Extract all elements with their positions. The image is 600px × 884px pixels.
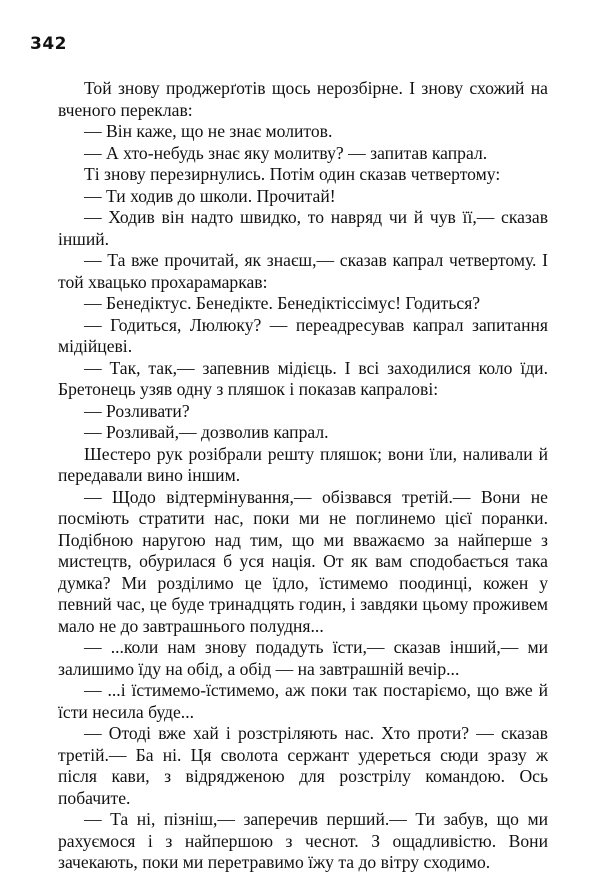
paragraph: — Щодо відтермінування,— обізвався третій.— Вони не посміють стратити нас, поки ми не поглинемо цієї поранки. Подібною наругою над тим, що ми вважаємо за найперше з мистецтв, обурилася б уся нація. От як вам сподобається така думка? Ми розділимо це їдло, їстимемо поодинці, кожен у певний час, це буде тринадцять годин, і завдяки цьому проживем мало не до завтрашнього полудня...	[58, 486, 548, 636]
paragraph: — Отоді вже хай і розстріляють нас. Хто проти? — сказав третій.— Ба ні. Ця сволота сержант удереться сюди зразу ж після кави, з відрядженою для розстрілу командою. Ось побачите.	[58, 723, 548, 808]
paragraph: — Розливати?	[84, 400, 190, 421]
paragraph: — Так, так,— запевнив мідієць. І всі заходилися коло їди. Бретонець узяв одну з пляшок і показав капралові:	[58, 357, 548, 399]
page-number: 342	[30, 34, 67, 54]
paragraph: Ті знову перезирнулись. Потім один сказав четвертому:	[84, 164, 501, 184]
body-text	[58, 78, 548, 874]
paragraph: Шестеро рук розібрали решту пляшок; вони їли, наливали й передавали вино іншим.	[58, 443, 548, 485]
paragraph: — Ходив він надто швидко, то навряд чи й чув її,— сказав інший.	[58, 207, 548, 249]
paragraph: — Бенедіктус. Бенедікте. Бенедіктіссімус! Годиться?	[84, 293, 481, 313]
paragraph: — Годиться, Люлюку? — переадресував капрал запитання мідійцеві.	[58, 314, 548, 356]
paragraph: — Ти ходив до школи. Прочитай!	[84, 185, 336, 206]
paragraph: — ...коли нам знову подадуть їсти,— сказав інший,— ми залишимо їду на обід, а обід — на завтрашній вечір...	[58, 637, 548, 679]
paragraph: — Він каже, що не знає молитов.	[84, 121, 333, 141]
paragraph: — Та вже прочитай, як знаєш,— сказав капрал четвертому. І той хвацько прохарамаркав:	[58, 250, 548, 292]
paragraph: — ...і їстимемо-їстимемо, аж поки так постаріємо, що вже й їсти несила буде...	[58, 680, 548, 722]
paragraph: — Та ні, пізніш,— заперечив перший.— Ти забув, що ми рахуємося і з найпершою з чеснот. З ощадливістю. Вони зачекають, поки ми перетравимо їжу та до вітру сходимо.	[58, 809, 548, 872]
paragraph: — Розливай,— дозволив капрал.	[84, 422, 329, 442]
paragraph: Той знову проджерґотів щось нерозбірне. І знову схожий на вченого переклав:	[58, 78, 548, 120]
paragraph: — А хто-небудь знає яку молитву? — запитав капрал.	[84, 142, 488, 163]
